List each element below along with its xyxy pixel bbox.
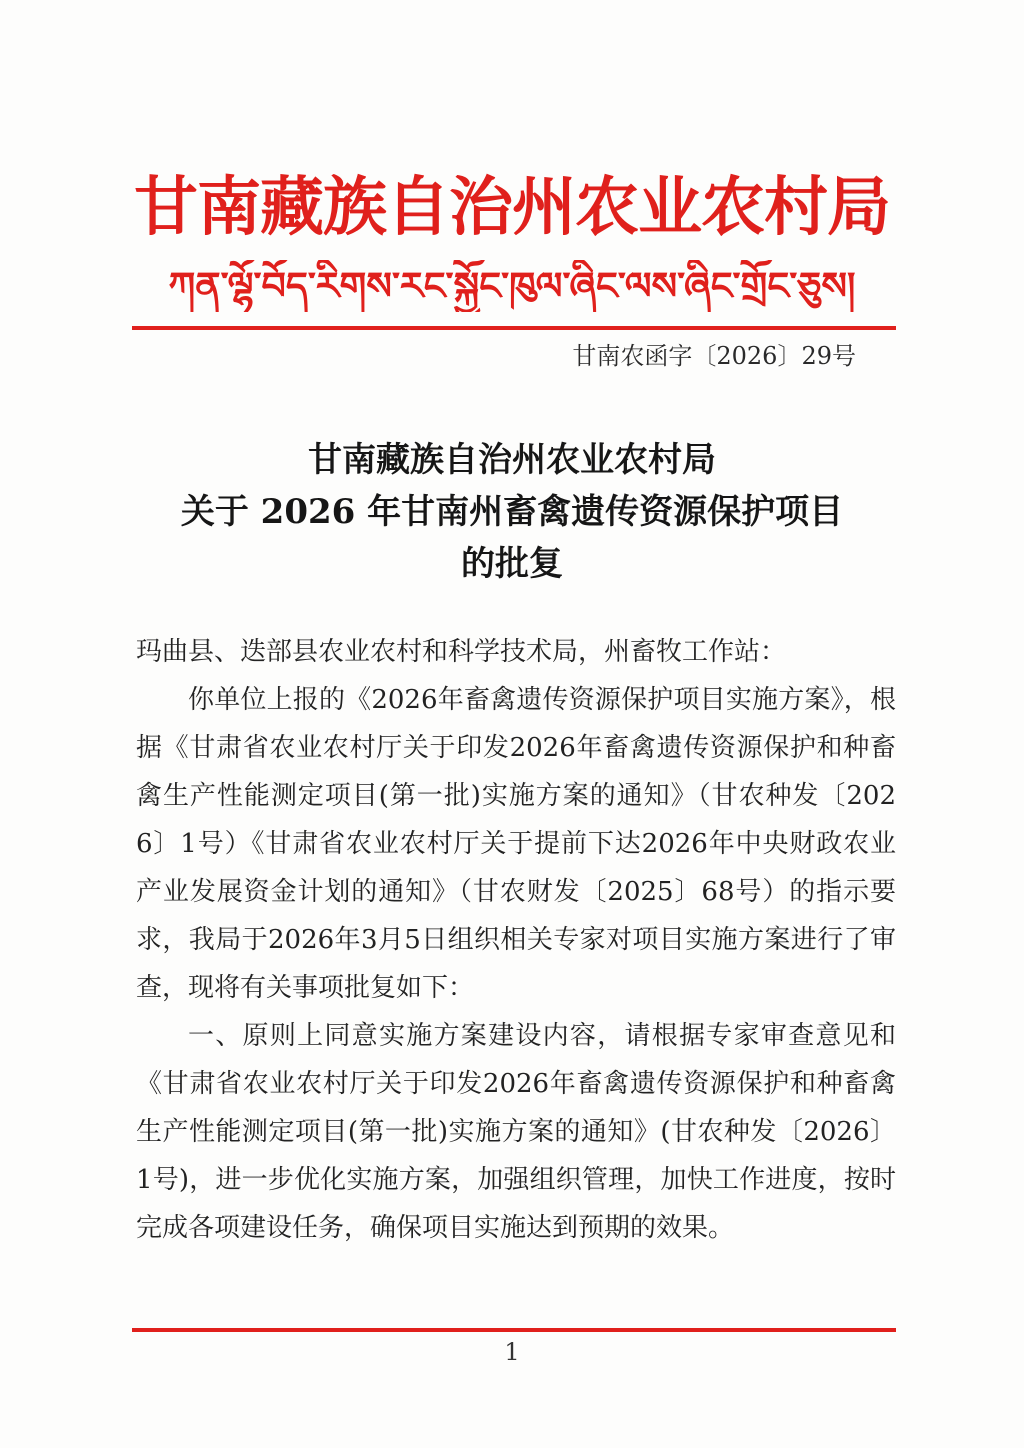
document-body bbox=[136, 628, 896, 1252]
salutation: 玛曲县、迭部县农业农村和科学技术局，州畜牧工作站： bbox=[136, 637, 787, 667]
body-paragraph-1: 你单位上报的《2026年畜禽遗传资源保护项目实施方案》，根据《甘肃省农业农村厅关于印发2026年畜禽遗传资源保护和种畜禽生产性能测定项目(第一批)实施方案的通知》（甘农种发〔2026〕1号）《甘肃省农业农村厅关于提前下达2026年中央财政农业产业发展资金计划的通知》（甘农财发〔2025〕68号）的指示要求，我局于2026年3月5日组织相关专家对项目实施方案进行了审查，现将有关事项批复如下： bbox=[136, 685, 896, 1003]
agency-letterhead-title: 甘南藏族自治州农业农村局 bbox=[134, 170, 890, 245]
page-number: 1 bbox=[504, 1338, 520, 1366]
letterhead-divider bbox=[132, 326, 896, 330]
document-title bbox=[0, 434, 1024, 590]
document-title-line-1: 甘南藏族自治州农业农村局 bbox=[308, 440, 716, 480]
footer-divider bbox=[132, 1328, 896, 1332]
document-number: 甘南农函字〔2026〕29号 bbox=[572, 342, 856, 370]
document-title-line-3: 的批复 bbox=[461, 544, 563, 584]
agency-letterhead-tibetan: ཀན་ལྷོ་བོད་རིགས་རང་སྐྱོང་ཁུལ་ཞིང་ལས་ཞིང་གྲོང་ཅུས། bbox=[168, 264, 856, 308]
body-paragraph-2: 一、原则上同意实施方案建设内容，请根据专家审查意见和《甘肃省农业农村厅关于印发2026年畜禽遗传资源保护和种畜禽生产性能测定项目(第一批)实施方案的通知》(甘农种发〔2026〕1号)，进一步优化实施方案，加强组织管理，加快工作进度，按时完成各项建设任务，确保项目实施达到预期的效果。 bbox=[136, 1021, 896, 1243]
document-title-line-2: 关于 2026 年甘南州畜禽遗传资源保护项目 bbox=[180, 492, 844, 532]
